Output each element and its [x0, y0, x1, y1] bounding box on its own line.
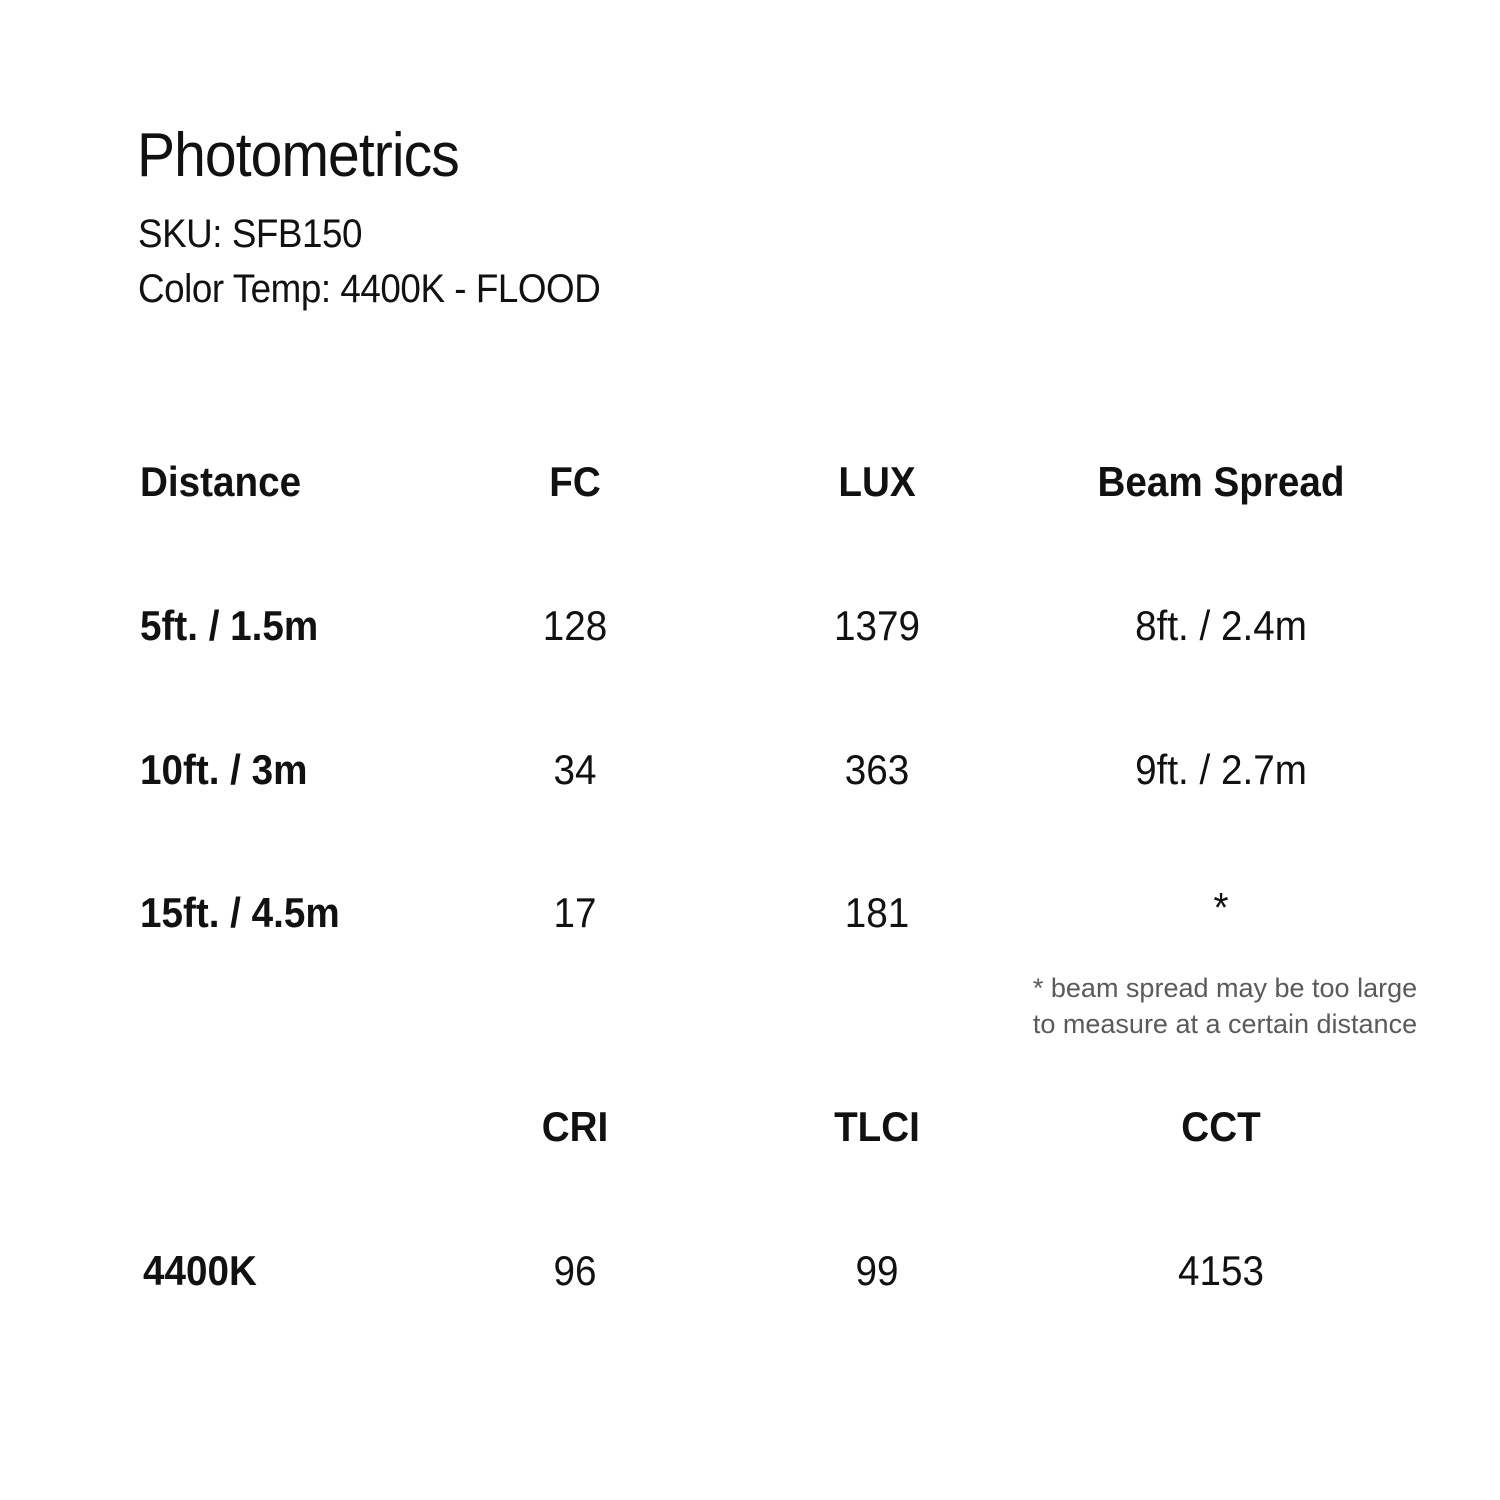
page-title: Photometrics	[137, 121, 459, 190]
fc-header: FC	[549, 458, 601, 505]
tlci-header: TLCI	[834, 1103, 920, 1150]
footnote	[1033, 970, 1417, 1042]
fc-cell: 34	[553, 746, 597, 793]
sku-line: SKU: SFB150	[138, 212, 363, 256]
lux-cell: 1379	[834, 602, 920, 649]
fc-cell: 128	[542, 602, 608, 649]
beam-spread-header: Beam Spread	[1097, 458, 1345, 505]
footnote-line: to measure at a certain distance	[1032, 1009, 1418, 1039]
distance-cell: 5ft. / 1.5m	[140, 602, 319, 649]
beam-spread-cell: 8ft. / 2.4m	[1135, 602, 1307, 649]
beam-spread-cell: *	[1213, 884, 1229, 931]
fc-cell: 17	[553, 889, 597, 936]
beam-spread-cell: 9ft. / 2.7m	[1135, 746, 1307, 793]
distance-cell: 15ft. / 4.5m	[140, 889, 340, 936]
lux-cell: 363	[844, 746, 910, 793]
lux-cell: 181	[844, 889, 910, 936]
color-temp-cell: 4400K	[143, 1247, 257, 1294]
distance-cell: 10ft. / 3m	[140, 746, 308, 793]
tlci-cell: 99	[855, 1247, 899, 1294]
cri-header: CRI	[541, 1103, 609, 1150]
cct-header: CCT	[1181, 1103, 1261, 1150]
color-temp-line: Color Temp: 4400K - FLOOD	[138, 267, 601, 311]
distance-header: Distance	[140, 458, 302, 505]
footnote-line: * beam spread may be too large	[1032, 973, 1418, 1003]
lux-header: LUX	[838, 458, 916, 505]
cct-cell: 4153	[1178, 1247, 1264, 1294]
cri-cell: 96	[553, 1247, 597, 1294]
